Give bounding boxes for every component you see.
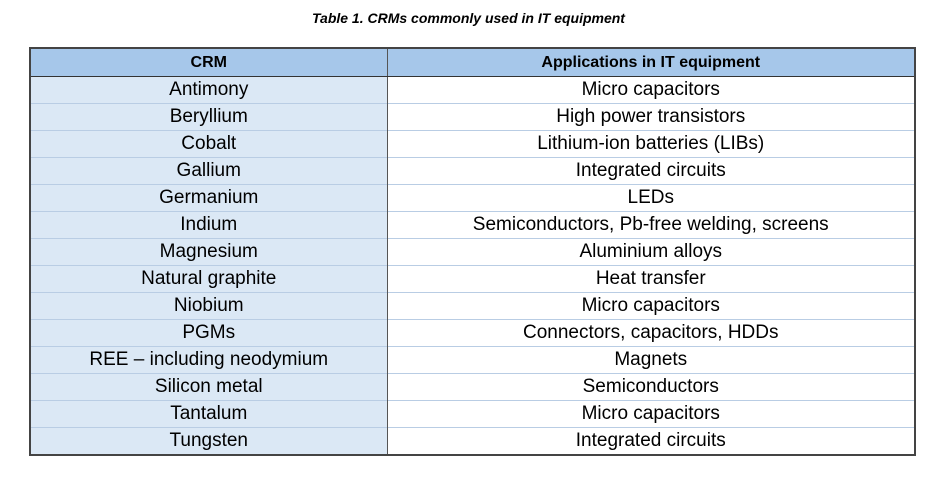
application-cell: Semiconductors, Pb-free welding, screens xyxy=(387,212,915,239)
header-crm: CRM xyxy=(30,48,387,77)
table-row xyxy=(30,374,915,401)
application-cell: High power transistors xyxy=(387,104,915,131)
crm-cell: Beryllium xyxy=(30,104,387,131)
table-row xyxy=(30,428,915,456)
crm-cell: Natural graphite xyxy=(30,266,387,293)
crm-cell: Gallium xyxy=(30,158,387,185)
table-row xyxy=(30,266,915,293)
table-row xyxy=(30,131,915,158)
application-cell: LEDs xyxy=(387,185,915,212)
table-caption: Table 1. CRMs commonly used in IT equipment xyxy=(312,10,625,26)
application-cell: Integrated circuits xyxy=(387,158,915,185)
crm-cell: Antimony xyxy=(30,77,387,104)
crm-cell: Niobium xyxy=(30,293,387,320)
crm-cell: Tantalum xyxy=(30,401,387,428)
application-cell: Integrated circuits xyxy=(387,428,915,456)
crm-table xyxy=(29,47,916,456)
table-row xyxy=(30,293,915,320)
table-row xyxy=(30,239,915,266)
crm-cell: PGMs xyxy=(30,320,387,347)
crm-cell: REE – including neodymium xyxy=(30,347,387,374)
crm-cell: Indium xyxy=(30,212,387,239)
crm-cell: Silicon metal xyxy=(30,374,387,401)
application-cell: Semiconductors xyxy=(387,374,915,401)
application-cell: Aluminium alloys xyxy=(387,239,915,266)
table-row xyxy=(30,212,915,239)
table-row xyxy=(30,320,915,347)
application-cell: Micro capacitors xyxy=(387,293,915,320)
application-cell: Lithium-ion batteries (LIBs) xyxy=(387,131,915,158)
application-cell: Micro capacitors xyxy=(387,77,915,104)
application-cell: Magnets xyxy=(387,347,915,374)
table-row xyxy=(30,158,915,185)
table-row xyxy=(30,185,915,212)
table-row xyxy=(30,401,915,428)
crm-cell: Tungsten xyxy=(30,428,387,456)
crm-cell: Magnesium xyxy=(30,239,387,266)
table-row xyxy=(30,104,915,131)
table-row xyxy=(30,77,915,104)
application-cell: Connectors, capacitors, HDDs xyxy=(387,320,915,347)
header-row xyxy=(30,48,915,77)
table-row xyxy=(30,347,915,374)
crm-cell: Germanium xyxy=(30,185,387,212)
crm-cell: Cobalt xyxy=(30,131,387,158)
application-cell: Heat transfer xyxy=(387,266,915,293)
application-cell: Micro capacitors xyxy=(387,401,915,428)
header-applications: Applications in IT equipment xyxy=(387,48,915,77)
